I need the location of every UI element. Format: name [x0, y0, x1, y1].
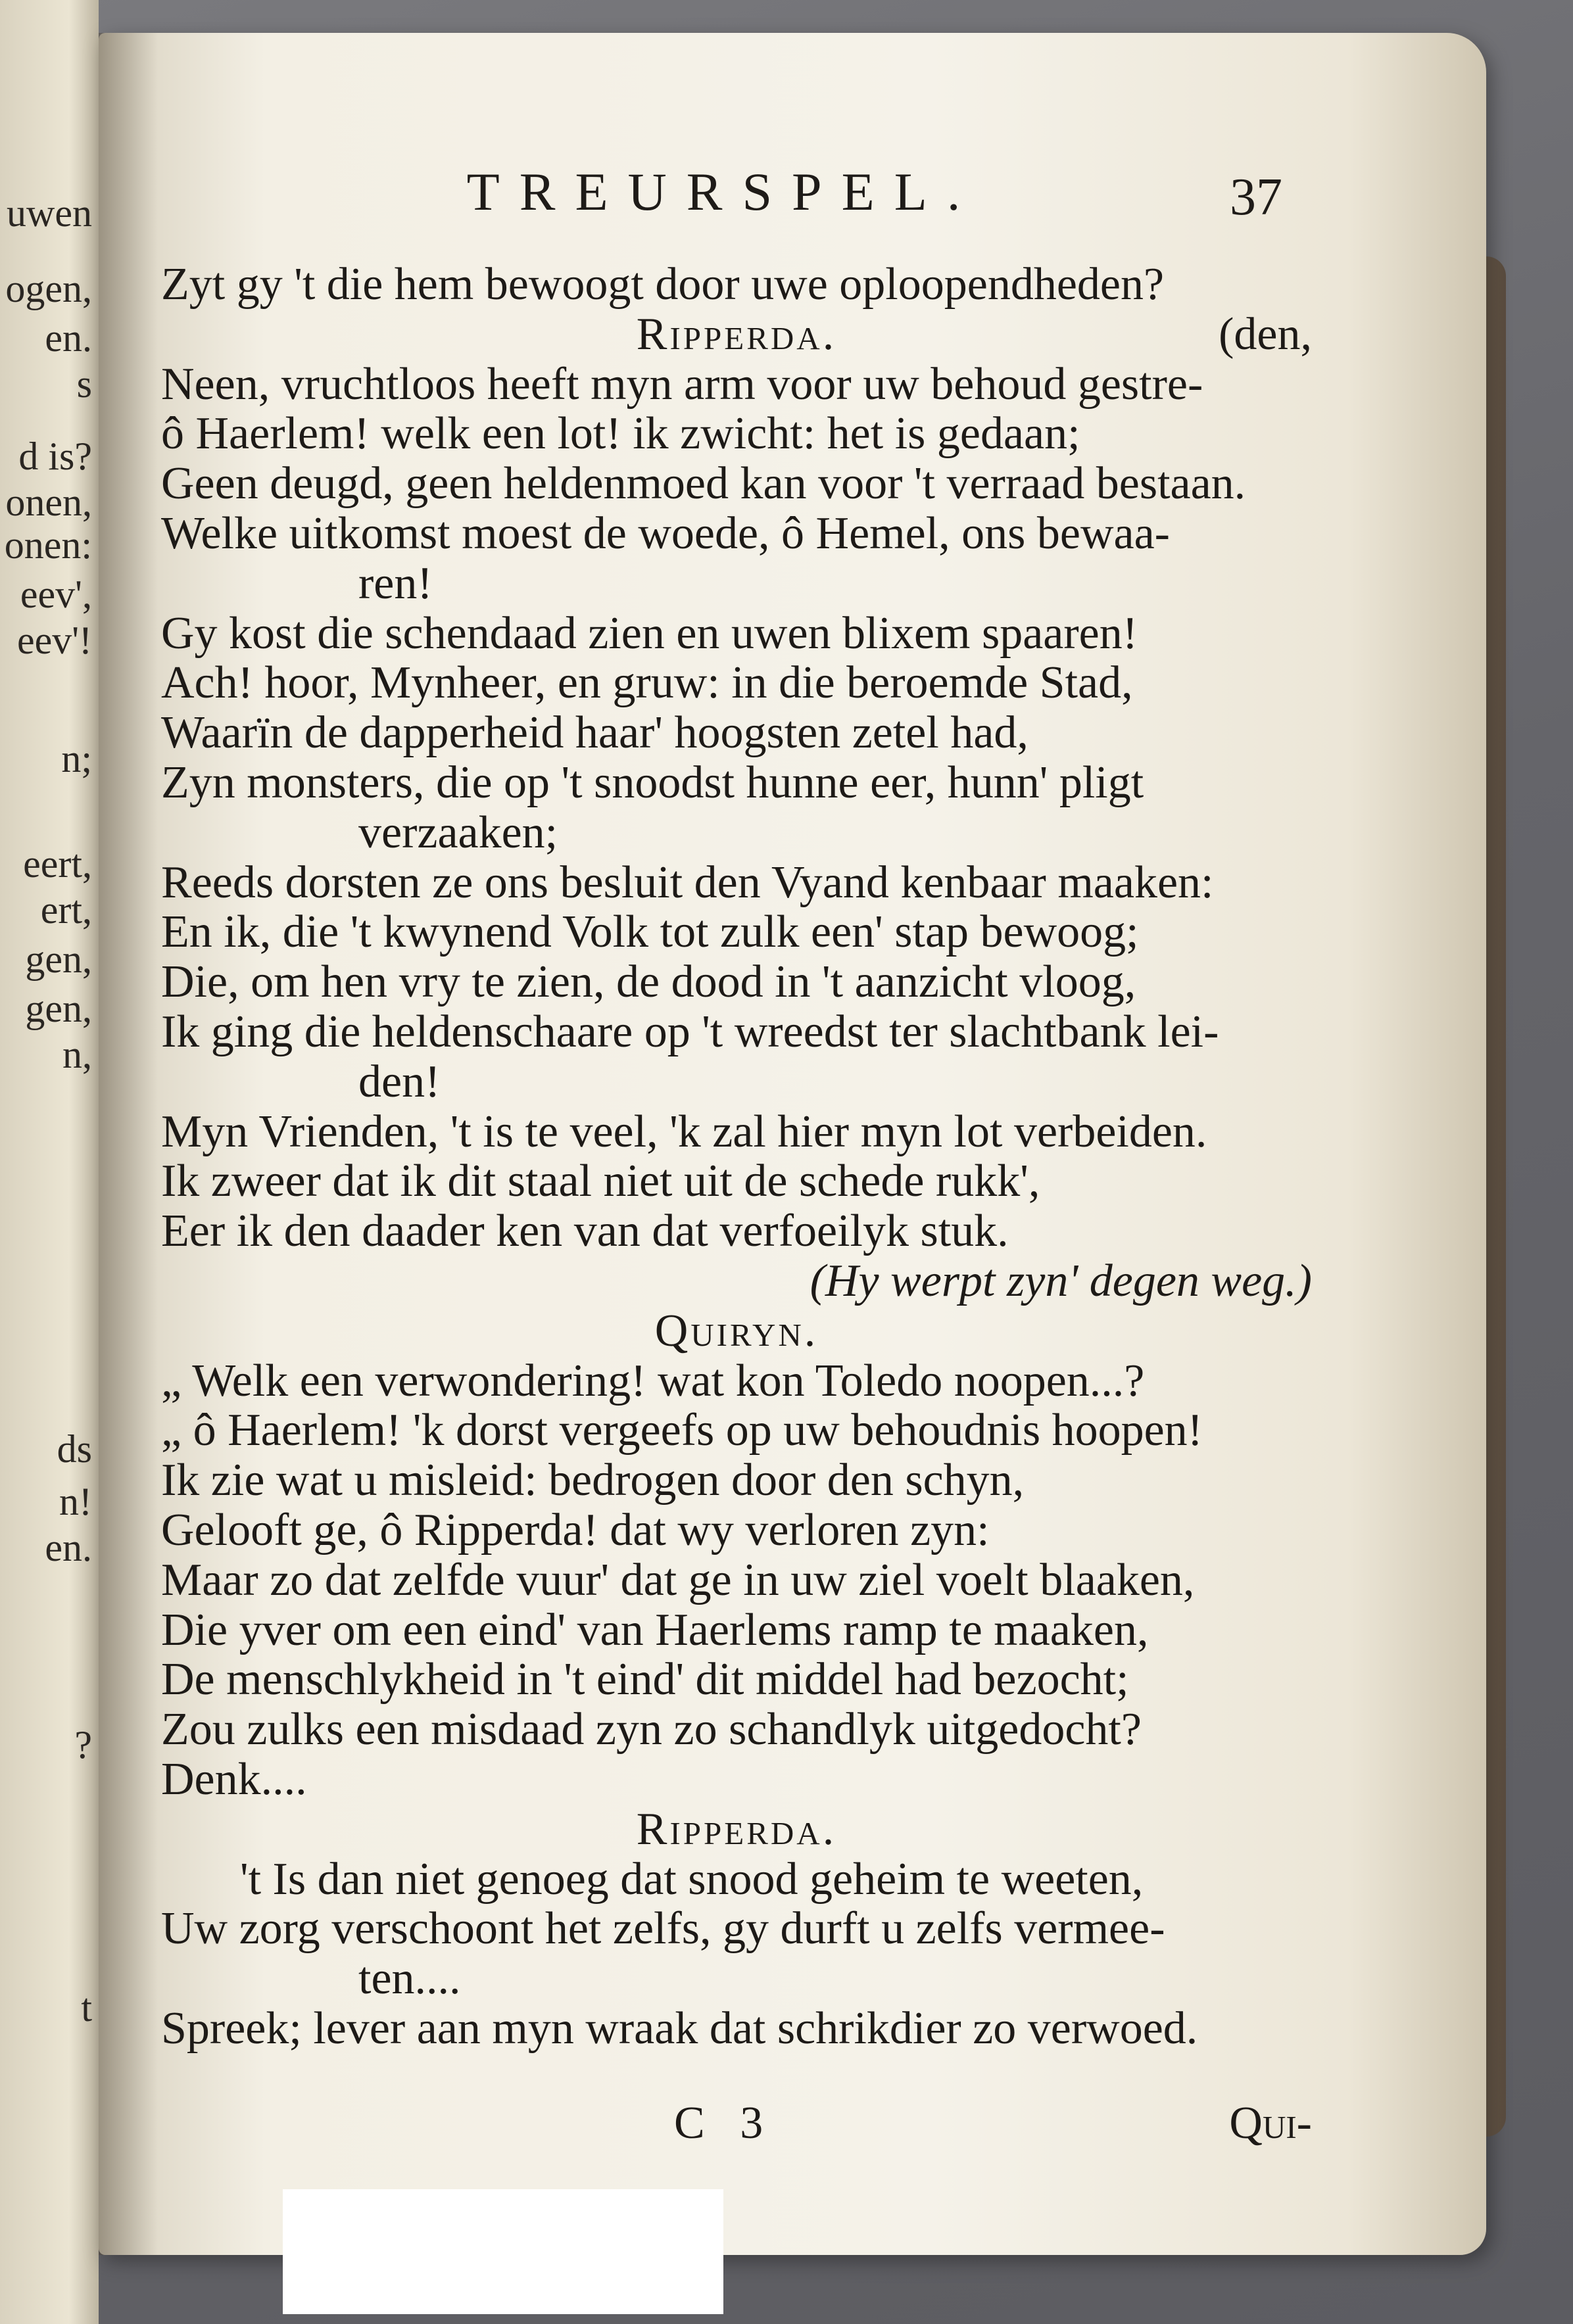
book-page — [99, 33, 1486, 2255]
verse-line — [161, 459, 1312, 509]
line-text: Gy kost die schendaad zien en uwen blixem spaaren! — [161, 607, 1138, 659]
facing-page-fragment: eev'! — [16, 619, 92, 662]
verse-text — [161, 260, 1312, 2054]
facing-page-fragment: s — [76, 362, 92, 406]
line-text: Spreek; lever aan myn wraak dat schrikdier zo verwoed. — [161, 2003, 1198, 2054]
verse-line — [161, 1904, 1312, 1954]
gutter-shadow — [99, 33, 158, 2255]
facing-page-fragment: n! — [59, 1480, 92, 1523]
facing-page-fragment: ert, — [40, 888, 92, 932]
facing-page-fragment: uwen — [7, 191, 92, 235]
verse-line — [161, 1755, 1312, 1805]
verse-line — [161, 708, 1312, 758]
line-text: Zou zulks een misdaad zyn zo schandlyk uitgedocht? — [161, 1704, 1142, 1755]
verse-line — [161, 1456, 1312, 1506]
verse-line — [161, 1107, 1312, 1157]
verse-line — [161, 957, 1312, 1007]
stage-direction — [161, 1256, 1312, 1306]
line-text: (Hy werpt zyn' degen weg.) — [810, 1255, 1312, 1306]
blank-label — [283, 2189, 723, 2314]
line-text: Ik zweer dat ik dit staal niet uit de schede rukk', — [161, 1156, 1040, 1207]
line-text: verzaaken; — [358, 807, 558, 858]
speaker-name — [161, 1805, 1312, 1855]
verse-line — [161, 1356, 1312, 1406]
verse-line — [161, 1206, 1312, 1256]
verse-line — [161, 1655, 1312, 1705]
verse-line — [161, 609, 1312, 659]
facing-page-fragment: gen, — [25, 937, 92, 981]
verse-line — [161, 1506, 1312, 1555]
verse-line — [161, 907, 1312, 957]
line-text: Ach! hoor, Mynheer, en gruw: in die beroemde Stad, — [161, 657, 1133, 709]
verse-line — [161, 1855, 1312, 1905]
facing-page-fragment: ds — [57, 1427, 92, 1471]
overflow-word: (den, — [1219, 308, 1312, 360]
verse-line — [161, 559, 1312, 609]
line-text: Eer ik den daader ken van dat verfoeilyk stuk. — [161, 1206, 1009, 1257]
verse-line — [161, 1007, 1312, 1057]
verse-line — [161, 2004, 1312, 2054]
line-text: Ik ging die heldenschaare op 't wreedst ter slachtbank lei- — [161, 1006, 1219, 1057]
facing-page-fragment: onen, — [5, 481, 92, 524]
verse-line — [161, 1156, 1312, 1206]
facing-page-fragment: t — [81, 1986, 92, 2029]
line-text: Waarïn de dapperheid haar' hoogsten zetel had, — [161, 707, 1028, 759]
page-footer — [161, 2097, 1312, 2150]
line-text: ô Haerlem! welk een lot! ik zwicht: het is gedaan; — [161, 408, 1080, 460]
verse-line — [161, 658, 1312, 708]
line-text: Neen, vruchtloos heeft myn arm voor uw behoud gestre- — [161, 358, 1203, 410]
line-text: Ripperda. — [636, 1803, 837, 1855]
verse-line — [161, 758, 1312, 808]
line-text: Denk.... — [161, 1753, 307, 1805]
facing-page-fragment: eert, — [23, 842, 92, 886]
line-text: 't Is dan niet genoeg dat snood geheim te weeten, — [240, 1853, 1144, 1905]
line-text: Reeds dorsten ze ons besluit den Vyand kenbaar maaken: — [161, 857, 1214, 908]
facing-page-fragment: d is? — [18, 435, 92, 478]
line-text: Geen deugd, geen heldenmoed kan voor 't verraad bestaan. — [161, 458, 1246, 510]
catchword: Qui- — [1229, 2098, 1312, 2148]
facing-page — [0, 0, 99, 2324]
facing-page-fragment: en. — [45, 1526, 92, 1569]
verse-line — [161, 1954, 1312, 2004]
line-text: „ Welk een verwondering! wat kon Toledo noopen...? — [161, 1355, 1145, 1406]
line-text: Zyt gy 't die hem bewoogt door uwe oploopendheden? — [161, 259, 1165, 310]
page-number: 37 — [1230, 168, 1282, 226]
line-text: En ik, die 't kwynend Volk tot zulk een' stap bewoog; — [161, 907, 1139, 958]
line-text: Die, om hen vry te zien, de dood in 't aanzicht vloog, — [161, 957, 1136, 1008]
facing-page-fragment: onen: — [4, 523, 92, 567]
running-head: TREURSPEL. — [466, 162, 980, 222]
line-text: Welke uitkomst moest de woede, ô Hemel, ons bewaa- — [161, 508, 1170, 559]
line-text: Quiryn. — [654, 1305, 819, 1356]
line-text: ren! — [358, 557, 433, 609]
verse-line — [161, 858, 1312, 908]
speaker-name — [161, 1306, 1312, 1356]
verse-line — [161, 1057, 1312, 1107]
line-text: den! — [358, 1056, 441, 1107]
verse-line — [161, 360, 1312, 410]
verse-line — [161, 808, 1312, 858]
line-text: Zyn monsters, die op 't snoodst hunne eer, hunn' pligt — [161, 757, 1144, 808]
signature-mark: C 3 — [674, 2098, 775, 2148]
line-text: Uw zorg verschoont het zelfs, gy durft u zelfs vermee- — [161, 1903, 1165, 1955]
verse-line — [161, 1705, 1312, 1755]
facing-page-fragment: gen, — [25, 987, 92, 1030]
verse-line — [161, 1605, 1312, 1655]
line-text: ten.... — [358, 1953, 461, 2004]
verse-line — [161, 260, 1312, 310]
facing-page-fragment: en. — [45, 316, 92, 360]
line-text: Die yver om een eind' van Haerlems ramp te maaken, — [161, 1604, 1149, 1655]
line-text: De menschlykheid in 't eind' dit middel had bezocht; — [161, 1654, 1129, 1705]
line-text: Myn Vrienden, 't is te veel, 'k zal hier myn lot verbeiden. — [161, 1106, 1207, 1157]
facing-page-fragment: n, — [62, 1033, 92, 1076]
verse-line — [161, 1406, 1312, 1456]
line-text: Gelooft ge, ô Ripperda! dat wy verloren zyn: — [161, 1504, 990, 1555]
line-text: Ik zie wat u misleid: bedrogen door den schyn, — [161, 1455, 1025, 1506]
speaker-name — [161, 310, 1312, 360]
facing-page-fragment: ? — [74, 1723, 92, 1767]
facing-page-fragment: n; — [61, 737, 92, 780]
verse-line — [161, 1555, 1312, 1605]
facing-page-fragment: eev', — [20, 573, 92, 616]
facing-page-fragment: ogen, — [5, 267, 92, 310]
line-text: Maar zo dat zelfde vuur' dat ge in uw ziel voelt blaaken, — [161, 1554, 1195, 1605]
line-text: Ripperda. — [636, 308, 837, 360]
verse-line — [161, 409, 1312, 459]
verse-line — [161, 509, 1312, 559]
line-text: „ ô Haerlem! 'k dorst vergeefs op uw behoudnis hoopen! — [161, 1405, 1203, 1456]
